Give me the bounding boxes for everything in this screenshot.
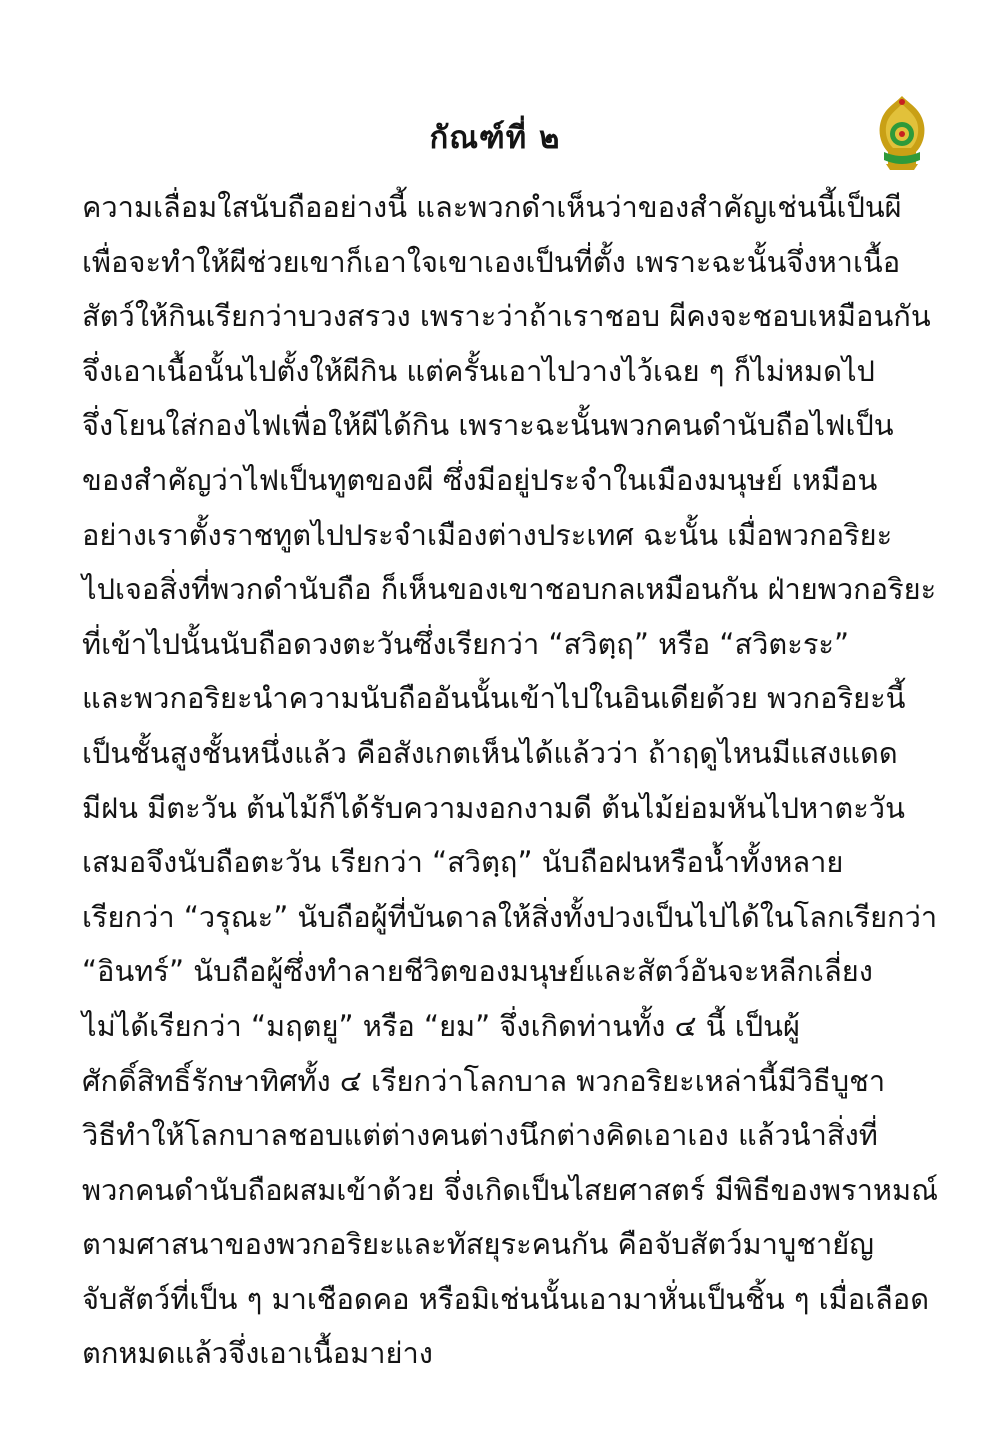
text-line: ตกหมดแล้วจึ่งเอาเนื้อมาย่าง [82,1336,433,1371]
text-line: มีฝน มีตะวัน ต้นไม้ก็ได้รับความงอกงามดี ต้นไม้ย่อมหันไปหาตะวัน [82,790,905,825]
text-line: อย่างเราตั้งราชทูตไปประจำเมืองต่างประเทศ ฉะนั้น เมื่อพวกอริยะ [82,517,893,552]
text-line: ตามศาสนาของพวกอริยะและทัสยุระคนกัน คือจับสัตว์มาบูชายัญ [82,1227,874,1262]
text-line: เสมอจึงนับถือตะวัน เรียกว่า “สวิตฺฤ” นับถือฝนหรือน้ำทั้งหลาย [82,845,844,880]
text-line: จับสัตว์ที่เป็น ๆ มาเชือดคอ หรือมิเช่นนั้นเอามาหั่นเป็นชิ้น ๆ เมื่อเลือด [82,1281,930,1316]
royal-emblem-icon [872,94,932,172]
text-line: เพื่อจะทำให้ผีช่วยเขาก็เอาใจเขาเองเป็นที่ตั้ง เพราะฉะนั้นจึ่งหาเนื้อ [82,244,901,279]
text-line: ที่เข้าไปนั้นนับถือดวงตะวันซึ่งเรียกว่า “สวิตฺฤ” หรือ “สวิตะระ” [82,626,850,661]
text-line: ไม่ได้เรียกว่า “มฤตยู” หรือ “ยม” จึ่งเกิดท่านทั้ง ๔ นี้ เป็นผู้ [82,1008,800,1043]
text-line: ไปเจอสิ่งที่พวกดำนับถือ ก็เห็นของเขาชอบกลเหมือนกัน ฝ่ายพวกอริยะ [82,572,937,607]
text-line: พวกคนดำนับถือผสมเข้าด้วย จึ่งเกิดเป็นไสยศาสตร์ มีพิธีของพราหมณ์ [82,1172,939,1207]
text-line: ของสำคัญว่าไฟเป็นทูตของผี ซึ่งมีอยู่ประจำในเมืองมนุษย์ เหมือน [82,462,878,497]
page-title: กัณฑ์ที่ ๒ [429,120,561,156]
text-line: จึ่งโยนใส่กองไฟเพื่อให้ผีได้กิน เพราะฉะนั้นพวกคนดำนับถือไฟเป็น [82,408,894,443]
text-line: วิธีทำให้โลกบาลชอบแต่ต่างคนต่างนึกต่างคิดเอาเอง แล้วนำสิ่งที่ [82,1118,878,1153]
text-line: ความเลื่อมใสนับถืออย่างนี้ และพวกดำเห็นว่าของสำคัญเช่นนี้เป็นผี [82,190,902,224]
body-text [82,180,939,1381]
text-line: เรียกว่า “วรุณะ” นับถือผู้ที่บันดาลให้สิ่งทั้งปวงเป็นไปได้ในโลกเรียกว่า [82,899,938,934]
text-line: ศักดิ์สิทธิ์รักษาทิศทั้ง ๔ เรียกว่าโลกบาล พวกอริยะเหล่านี้มีวิธีบูชา [82,1063,886,1098]
text-line: จึ่งเอาเนื้อนั้นไปตั้งให้ผีกิน แต่ครั้นเอาไปวางไว้เฉย ๆ ก็ไม่หมดไป [82,353,875,388]
text-line: และพวกอริยะนำความนับถืออันนั้นเข้าไปในอินเดียด้วย พวกอริยะนี้ [82,681,906,716]
text-line: สัตว์ให้กินเรียกว่าบวงสรวง เพราะว่าถ้าเราชอบ ผีคงจะชอบเหมือนกัน [82,299,931,334]
text-line: เป็นชั้นสูงชั้นหนึ่งแล้ว คือสังเกตเห็นได้แล้วว่า ถ้าฤดูไหนมีแสงแดด [82,735,898,770]
text-line: “อินทร์” นับถือผู้ซึ่งทำลายชีวิตของมนุษย์และสัตว์อันจะหลีกเลี่ยง [82,954,873,989]
